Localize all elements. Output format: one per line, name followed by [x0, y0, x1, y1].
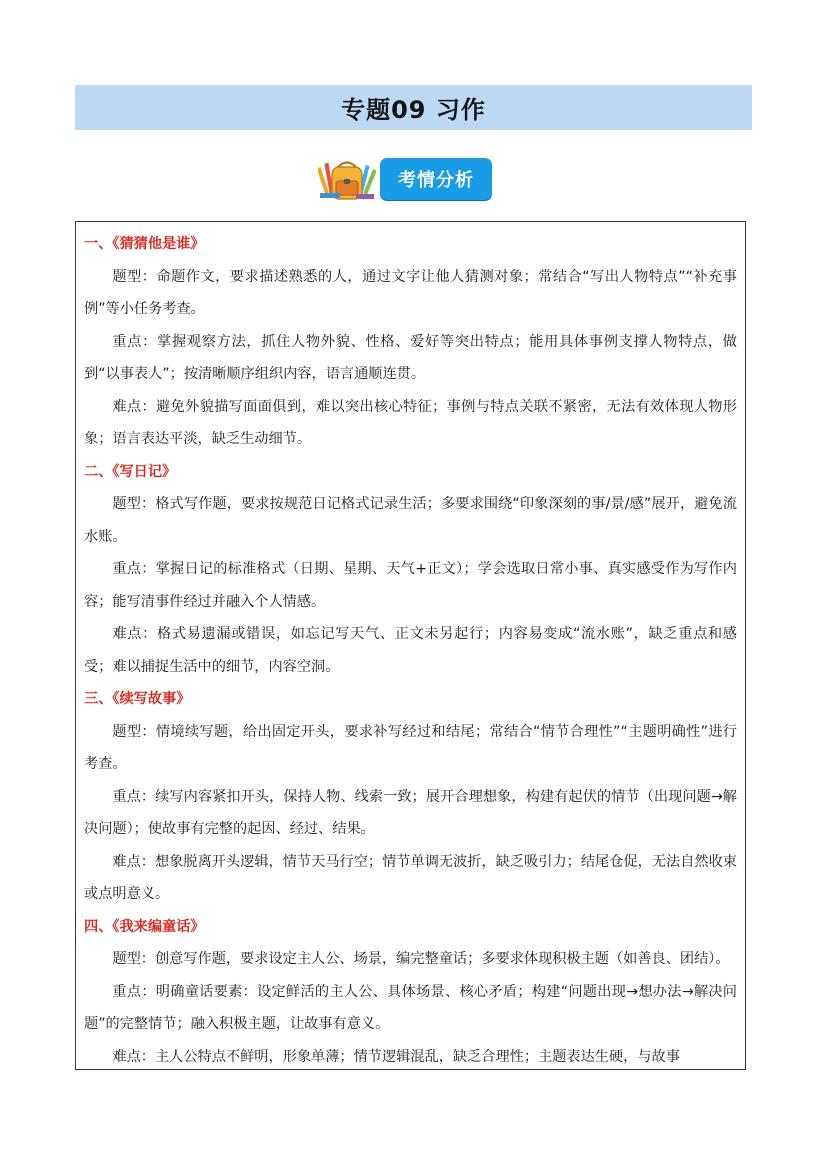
section-title: 三、《续写故事》: [84, 691, 191, 707]
title-bar: [75, 85, 752, 130]
paragraph: 题型：情境续写题，给出固定开头，要求补写经过和结尾；常结合“情节合理性”“主题明确性”进行考查。: [84, 723, 737, 772]
paragraph: 重点：掌握观察方法，抓住人物外貌、性格、爱好等突出特点；能用具体事例支撑人物特点，做到“以事表人”；按清晰顺序组织内容，语言通顺连贯。: [84, 333, 737, 382]
paragraph: 重点：掌握日记的标准格式（日期、星期、天气+正文）；学会选取日常小事、真实感受作为写作内容；能写清事件经过并融入个人情感。: [84, 561, 737, 610]
analysis-badge: 考情分析: [380, 158, 492, 200]
paragraph: 题型：格式写作题，要求按规范日记格式记录生活；多要求围绕“印象深刻的事/景/感”展开，避免流水账。: [84, 496, 737, 545]
paragraph: 难点：想象脱离开头逻辑，情节天马行空；情节单调无波折，缺乏吸引力；结尾仓促，无法自然收束或点明意义。: [84, 853, 737, 902]
section-title: 二、《写日记》: [84, 463, 177, 480]
content-box: [75, 221, 746, 1070]
paragraph: 题型：创意写作题，要求设定主人公、场景，编完整童话；多要求体现积极主题（如善良、团结）。: [112, 951, 730, 967]
paragraph: 难点：避免外貌描写面面俱到，难以突出核心特征；事例与特点关联不紧密，无法有效体现人物形象；语言表达平淡，缺乏生动细节。: [84, 398, 737, 447]
backpack-icon: [318, 157, 376, 201]
paragraph: 难点：主人公特点不鲜明，形象单薄；情节逻辑混乱，缺乏合理性；主题表达生硬，与故事: [112, 1048, 680, 1065]
paragraph: 题型：命题作文，要求描述熟悉的人，通过文字让他人猜测对象；常结合“写出人物特点”“补充事例”等小任务考查。: [84, 268, 737, 317]
paragraph: 难点：格式易遗漏或错误，如忘记写天气、正文未另起行；内容易变成“流水账”，缺乏重点和感受；难以捕捉生活中的细节，内容空洞。: [84, 626, 737, 675]
page-title: 专题09 习作: [341, 96, 486, 124]
section-title: 四、《我来编童话》: [84, 918, 205, 935]
paragraph: 重点：续写内容紧扣开头，保持人物、线索一致；展开合理想象，构建有起伏的情节（出现问题→解决问题）；使故事有完整的起因、经过、结果。: [84, 788, 737, 837]
section-badge: [318, 157, 492, 201]
section-title: 一、《猜猜他是谁》: [84, 236, 205, 252]
paragraph: 重点：明确童话要素：设定鲜活的主人公、具体场景、核心矛盾；构建“问题出现→想办法→解决问题”的完整情节；融入积极主题，让故事有意义。: [84, 983, 737, 1032]
